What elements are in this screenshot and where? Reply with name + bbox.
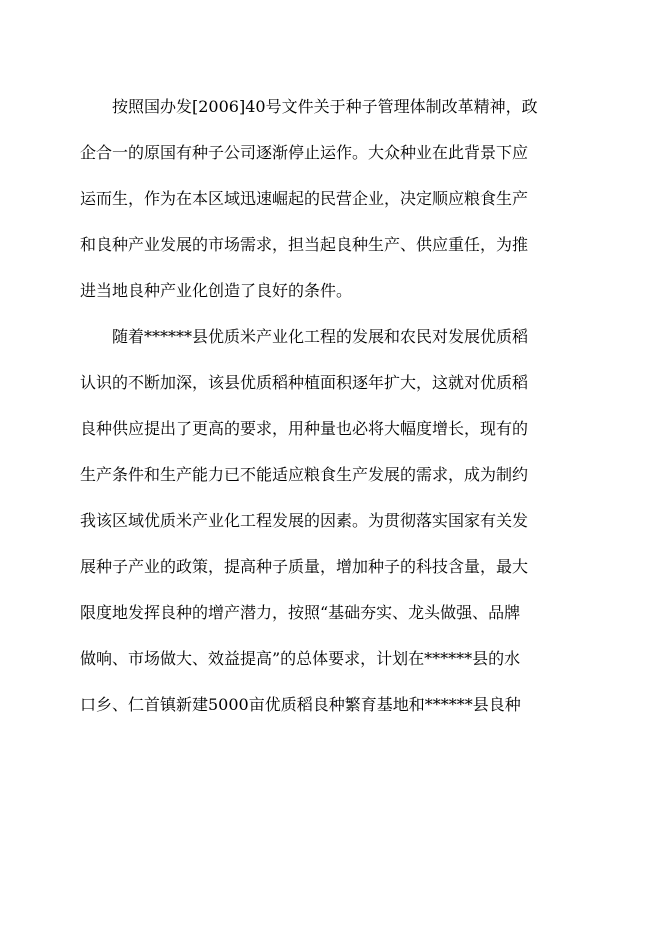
text-line: 做响、市场做大、效益提高”的总体要求，计划在******县的水 [80,649,521,668]
text-line: 展种子产业的政策，提高种子质量，增加种子的科技含量，最大 [80,557,529,576]
text-line: 运而生，作为在本区域迅速崛起的民营企业，决定顺应粮食生产 [80,189,529,208]
text-line: 和良种产业发展的市场需求，担当起良种生产、供应重任，为推 [80,235,529,254]
text-line: 认识的不断加深，该县优质稻种植面积逐年扩大，这就对优质稻 [80,373,529,392]
text-line: 口乡、仁首镇新建5000亩优质稻良种繁育基地和******县良种 [80,695,521,714]
paragraph-1 [80,91,580,321]
text-line: 按照国办发[2006]40号文件关于种子管理体制改革精神，政 [80,97,538,116]
document-body [80,91,580,735]
text-line: 良种供应提出了更高的要求，用种量也必将大幅度增长，现有的 [80,419,529,438]
text-line: 生产条件和生产能力已不能适应粮食生产发展的需求，成为制约 [80,465,529,484]
text-line: 随着******县优质米产业化工程的发展和农民对发展优质稻 [80,327,529,346]
text-line: 限度地发挥良种的增产潜力，按照“基础夯实、龙头做强、品牌 [80,603,521,622]
text-line: 我该区域优质米产业化工程发展的因素。为贯彻落实国家有关发 [80,511,529,530]
text-line: 进当地良种产业化创造了良好的条件。 [80,281,353,300]
text-line: 企合一的原国有种子公司逐渐停止运作。大众种业在此背景下应 [80,143,529,162]
paragraph-2 [80,321,580,735]
